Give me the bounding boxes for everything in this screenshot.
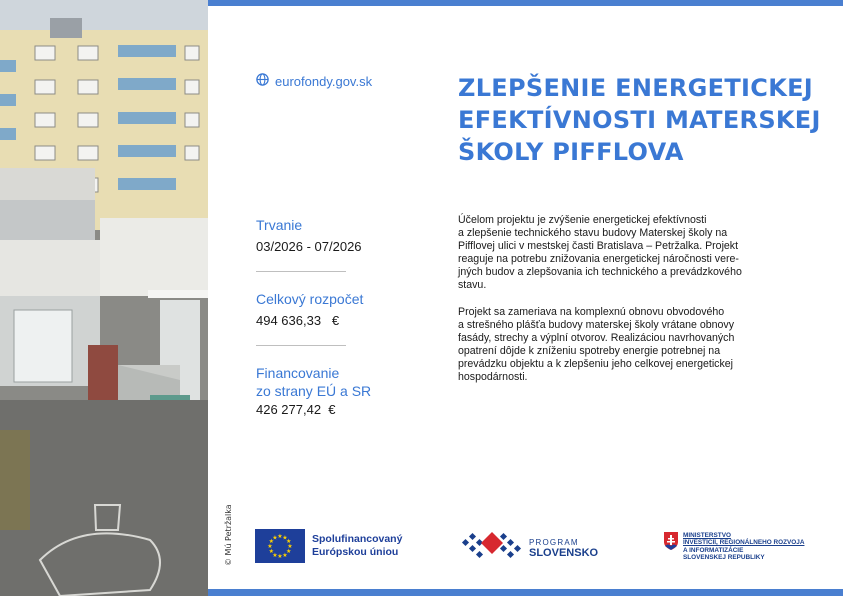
ministry-line1: MINISTERSTVO: [683, 532, 731, 539]
ministry-line4: SLOVENSKEJ REPUBLIKY: [683, 554, 765, 562]
eu-star-icon: ★: [272, 534, 278, 542]
project-description: [458, 214, 798, 397]
budget-label: Celkový rozpočet: [256, 291, 364, 307]
eu-star-icon: ★: [277, 533, 283, 541]
website-link[interactable]: [256, 73, 372, 89]
description-paragraph-1: Účelom projektu je zvýšenie energetickej efektívnosti a zlepšenie technického stavu budovy Materskej školy na Pifflovej ulici v mestskej časti Bratislava – Petržalka. Projekt reaguje na potrebu znižovania energetickej náročnosti vere- jných budov a zlepšovania ich technického a prevádzkového stavu.: [458, 214, 742, 292]
ministry-line3: A INFORMATIZÁCIE: [683, 546, 744, 554]
ministry-logo: [664, 532, 804, 562]
divider: [256, 345, 346, 346]
eu-star-icon: ★: [282, 534, 288, 542]
eu-star-icon: ★: [285, 548, 292, 556]
eu-logo-line1: Spolufinancovaný: [312, 533, 403, 545]
top-accent-bar: [208, 0, 843, 6]
eu-cofunded-logo: [255, 529, 402, 563]
project-facts: [256, 216, 406, 417]
program-logo-line1: PROGRAM: [529, 537, 579, 547]
duration-label: Trvanie: [256, 217, 303, 233]
page-title: ZLEPŠENIE ENERGETICKEJ EFEKTÍVNOSTI MATERSKEJ ŠKOLY PIFFLOVA: [458, 74, 821, 166]
funding-label-line2: zo strany EÚ a SR: [256, 383, 372, 399]
funding-label-line1: Financovanie: [256, 365, 340, 381]
program-slovensko-icon: [461, 530, 523, 566]
eu-star-icon: ★: [282, 551, 288, 559]
program-logo-line2: SLOVENSKO: [529, 546, 599, 559]
divider: [256, 271, 346, 272]
globe-icon: [256, 73, 269, 89]
eu-flag-icon: [255, 529, 305, 563]
budget-value: 494 636,33 €: [256, 313, 340, 328]
eu-star-icon: ★: [272, 551, 278, 559]
eu-star-icon: ★: [268, 538, 275, 546]
eu-logo-line2: Európskou úniou: [312, 546, 399, 558]
eu-star-icon: ★: [285, 538, 292, 546]
photo-credit: © Mú Petržalka: [224, 504, 233, 566]
eu-star-icon: ★: [287, 543, 293, 551]
ministry-line2: INVESTÍCIÍ, REGIONÁLNEHO ROZVOJA: [683, 539, 805, 547]
eu-star-icon: ★: [268, 548, 275, 556]
description-paragraph-2: Projekt sa zameriava na komplexnú obnovu obvodového a strešného plášťa budovy materskej školy vrátane obnovy fasády, strechy a výplní otvorov. Realizáciou navrhovaných opatrení dôjde k zníženiu spotreby energie potrebnej na prevádzku objektu a k zlepšeniu jeho celkovej energetickej hospodárnosti.: [458, 305, 735, 384]
bottom-accent-bar: [208, 589, 843, 596]
duration-value: 03/2026 - 07/2026: [256, 239, 362, 254]
funding-value: 426 277,42 €: [256, 402, 336, 417]
building-photo: [0, 0, 208, 596]
slovak-coat-of-arms-icon: [664, 532, 678, 562]
program-slovensko-logo: [461, 530, 598, 566]
eu-star-icon: ★: [277, 553, 283, 561]
website-text: eurofondy.gov.sk: [275, 73, 373, 89]
eu-star-icon: ★: [267, 543, 273, 551]
